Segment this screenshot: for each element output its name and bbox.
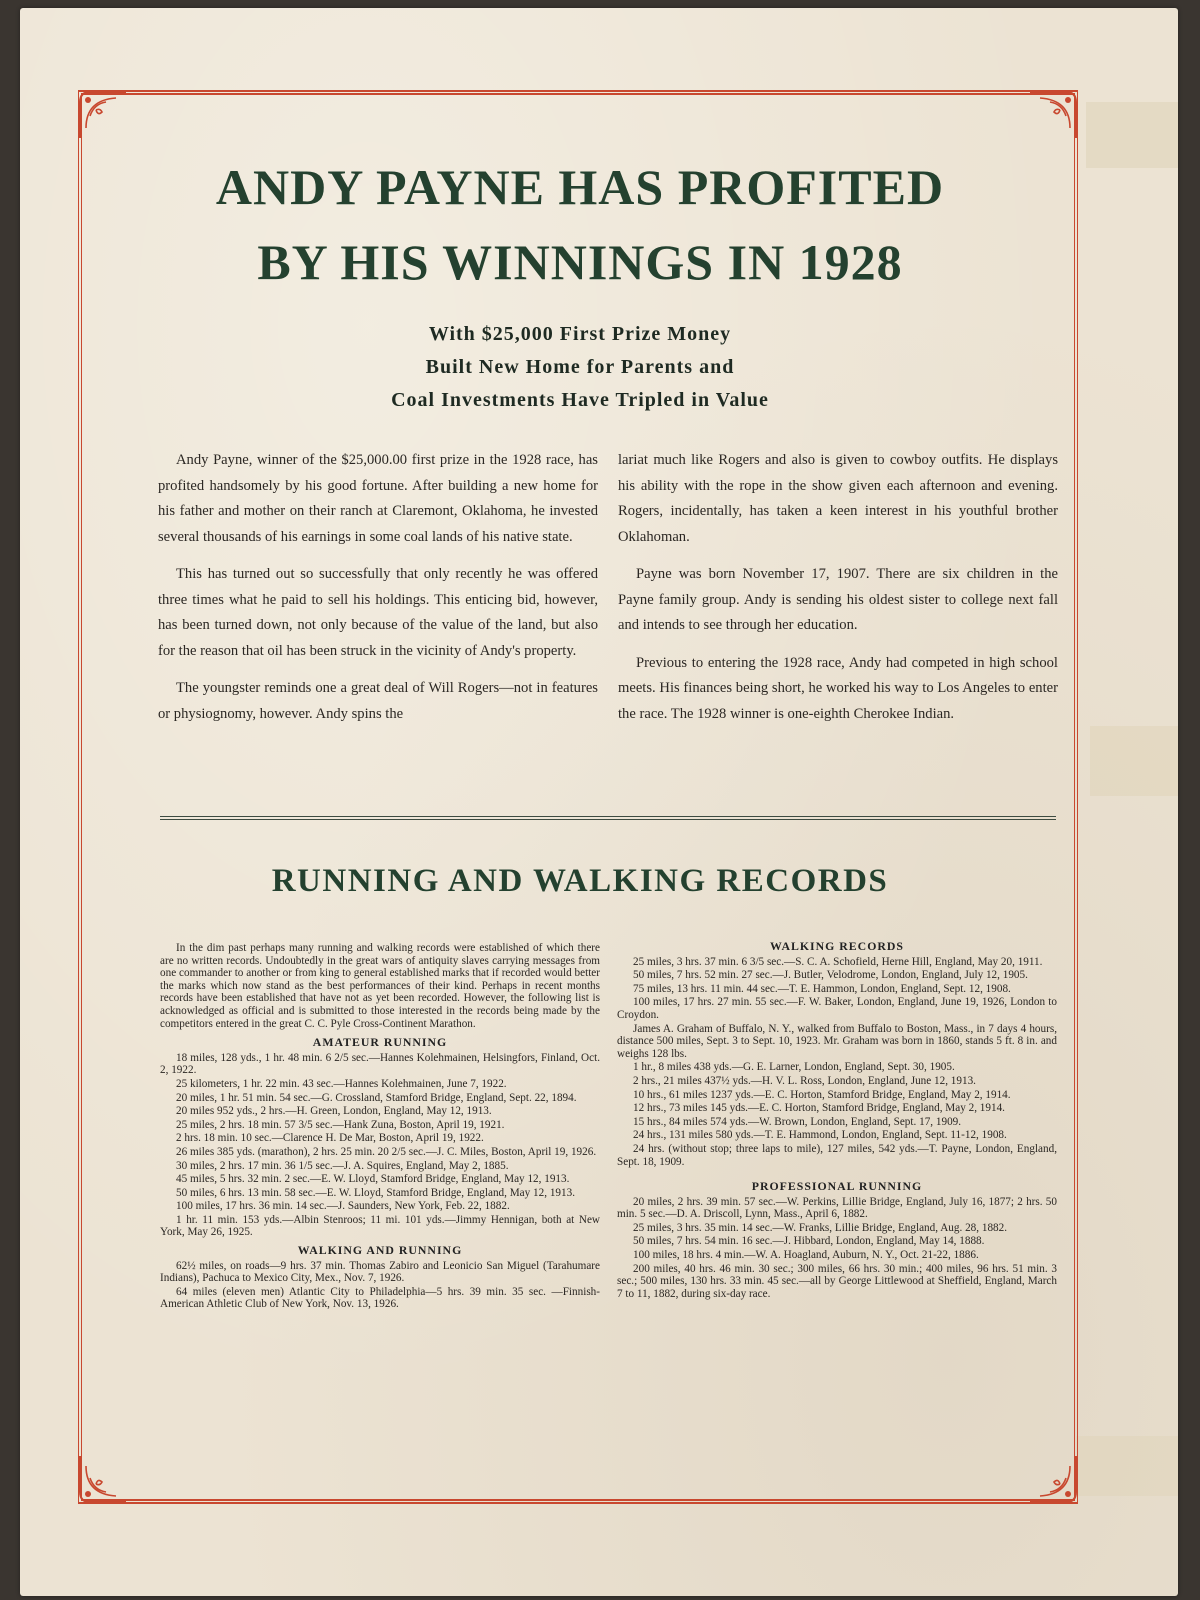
professional-running-list [617, 1196, 1057, 1301]
article-column-right [618, 448, 1058, 739]
professional-running-heading: PROFESSIONAL RUNNING [751, 1179, 923, 1194]
records-title: RUNNING AND WALKING RECORDS [271, 863, 889, 899]
record-entry: 50 miles, 7 hrs. 54 min. 16 sec.—J. Hibbard, London, England, May 14, 1888. [633, 1235, 985, 1248]
record-entry: 26 miles 385 yds. (marathon), 2 hrs. 25 min. 20 2/5 sec.—J. C. Miles, Boston, April 19, 1926. [176, 1145, 597, 1158]
record-entry: 25 miles, 3 hrs. 37 min. 6 3/5 sec.—S. C. A. Schofield, Herne Hill, England, May 20, 1911. [633, 955, 1043, 968]
section-divider [160, 816, 1056, 820]
record-entry: 45 miles, 5 hrs. 32 min. 2 sec.—E. W. Lloyd, Stamford Bridge, England, May 12, 1913. [176, 1173, 570, 1186]
tape-strip [1090, 726, 1178, 796]
record-entry: 10 hrs., 61 miles 1237 yds.—E. C. Horton, Stamford Bridge, England, May 2, 1914. [633, 1088, 1011, 1101]
record-entry: 2 hrs., 21 miles 437½ yds.—H. V. L. Ross, London, England, June 12, 1913. [633, 1074, 976, 1087]
walking-and-running-heading: WALKING AND RUNNING [297, 1243, 463, 1258]
subhead-line-2: Built New Home for Parents and [425, 356, 735, 378]
article-subhead [280, 318, 880, 417]
record-entry: 1 hr., 8 miles 438 yds.—G. E. Larner, London, England, Sept. 30, 1905. [633, 1061, 955, 1074]
record-entry: 200 miles, 40 hrs. 46 min. 30 sec.; 300 miles, 66 hrs. 30 min.; 400 miles, 96 hrs. 51 min. 3 sec.; 500 miles, 130 hrs. 33 min. 45 sec.—all by George Littlewood at Sheffield, England, March 7 to 11, 1882, during six-day race. [617, 1262, 1057, 1300]
records-intro: In the dim past perhaps many running and walking records were established of which there are no written records. Undoubtedly in the great wars of antiquity slaves carrying messages from one commander to another or from king to general established marks that if recorded would better the marks which now stand as the best performances of their kind. Perhaps in recent months records have been established that have not as yet been recorded. However, the following list is acknowledged as official and is submitted to those interested in the records being made by the competitors entered in the great C. C. Pyle Cross-Continent Marathon. [160, 942, 600, 1030]
headline-line-2: BY HIS WINNINGS IN 1928 [257, 234, 903, 290]
record-entry: 50 miles, 7 hrs. 52 min. 27 sec.—J. Butler, Velodrome, London, England, July 12, 1905. [633, 969, 1028, 982]
walking-and-running-list [160, 1260, 600, 1311]
record-entry: 1 hr. 11 min. 153 yds.—Albin Stenroos; 11 mi. 101 yds.—Jimmy Hennigan, both at New York, May 26, 1925. [160, 1213, 600, 1239]
walking-records-heading: WALKING RECORDS [770, 939, 904, 953]
record-entry: 25 miles, 3 hrs. 35 min. 14 sec.—W. Franks, Lillie Bridge, England, Aug. 28, 1882. [633, 1221, 1008, 1234]
subhead-line-3: Coal Investments Have Tripled in Value [391, 389, 769, 411]
record-entry: 75 miles, 13 hrs. 11 min. 44 sec.—T. E. Hammon, London, England, Sept. 12, 1908. [633, 982, 1011, 995]
record-entry: 20 miles, 1 hr. 51 min. 54 sec.—G. Crossland, Stamford Bridge, England, Sept. 22, 1894. [176, 1091, 577, 1104]
article-paragraph: lariat much like Rogers and also is given to cowboy outfits. He displays his ability with the rope in the show given each afternoon and evening. Rogers, incidentally, has taken a keen interest in his youthful brother Oklahoman. [618, 452, 1058, 545]
record-entry: 64 miles (eleven men) Atlantic City to Philadelphia—5 hrs. 39 min. 35 sec. —Finnish-American Athletic Club of New York, Nov. 13, 1926. [160, 1285, 600, 1311]
record-entry: 20 miles, 2 hrs. 39 min. 57 sec.—W. Perkins, Lillie Bridge, England, July 16, 1877; 2 hrs. 50 min. 5 sec.—D. A. Driscoll, Lynn, Mass., April 6, 1882. [617, 1195, 1057, 1221]
record-entry: 12 hrs., 73 miles 145 yds.—E. C. Horton, Stamford Bridge, England, May 2, 1914. [633, 1102, 1005, 1115]
article-paragraph: This has turned out so successfully that only recently he was offered three times what he paid to sell his holdings. This enticing bid, however, has been turned down, not only because of the value of the land, but also for the reason that oil has been struck in the vicinity of Andy's property. [158, 566, 598, 659]
record-entry: 100 miles, 17 hrs. 27 min. 55 sec.—F. W. Baker, London, England, June 19, 1926, London to Croydon. [617, 996, 1057, 1021]
corner-flourish-icon [1026, 88, 1080, 142]
record-entry: 20 miles 952 yds., 2 hrs.—H. Green, London, England, May 12, 1913. [176, 1105, 492, 1118]
record-entry: 100 miles, 17 hrs. 36 min. 14 sec.—J. Saunders, New York, Feb. 22, 1882. [176, 1200, 510, 1213]
article-body [158, 448, 1058, 739]
article-paragraph: Payne was born November 17, 1907. There are six children in the Payne family group. Andy is sending his oldest sister to college next fall and intends to see through her education. [618, 566, 1058, 633]
records-column-left [160, 942, 600, 1312]
record-entry: James A. Graham of Buffalo, N. Y., walked from Buffalo to Boston, Mass., in 7 days 4 hours, distance 500 miles, Sept. 3 to Sept. 10, 1923. Mr. Graham was born in 1860, stands 5 ft. 8 in. and weighs 128 lbs. [617, 1022, 1057, 1060]
records-column-right [617, 940, 1057, 1301]
tape-strip [1076, 1436, 1178, 1496]
amateur-running-heading: AMATEUR RUNNING [312, 1035, 448, 1050]
record-entry: 15 hrs., 84 miles 574 yds.—W. Brown, London, England, Sept. 17, 1909. [633, 1115, 962, 1128]
corner-flourish-icon [1026, 1452, 1080, 1506]
record-entry: 24 hrs. (without stop; three laps to mile), 127 miles, 542 yds.—T. Payne, London, England, Sept. 18, 1909. [617, 1142, 1057, 1168]
article-headline [130, 150, 1030, 300]
record-entry: 25 miles, 2 hrs. 18 min. 57 3/5 sec.—Hank Zuna, Boston, April 19, 1921. [176, 1118, 505, 1131]
record-entry: 25 kilometers, 1 hr. 22 min. 43 sec.—Hannes Kolehmainen, June 7, 1922. [176, 1077, 507, 1090]
corner-flourish-icon [76, 1452, 130, 1506]
record-entry: 30 miles, 2 hrs. 17 min. 36 1/5 sec.—J. A. Squires, England, May 2, 1885. [176, 1159, 509, 1172]
article-paragraph: Andy Payne, winner of the $25,000.00 first prize in the 1928 race, has profited handsomely by his good fortune. After building a new home for his father and mother on their ranch at Claremont, Oklahoma, he invested several thousands of his earnings in some coal lands of his native state. [158, 452, 598, 545]
record-entry: 100 miles, 18 hrs. 4 min.—W. A. Hoagland, Auburn, N. Y., Oct. 21-22, 1886. [633, 1249, 979, 1262]
article-paragraph: Previous to entering the 1928 race, Andy had competed in high school meets. His finances being short, he worked his way to Los Angeles to enter the race. The 1928 winner is one-eighth Cherokee Indian. [618, 654, 1058, 722]
article-paragraph: The youngster reminds one a great deal of Will Rogers—not in features or physiognomy, however. Andy spins the [158, 680, 598, 722]
corner-flourish-icon [76, 88, 130, 142]
walking-records-list [617, 956, 1057, 1169]
record-entry: 24 hrs., 131 miles 580 yds.—T. E. Hammond, London, England, Sept. 11-12, 1908. [633, 1129, 1007, 1142]
record-entry: 50 miles, 6 hrs. 13 min. 58 sec.—E. W. Lloyd, Stamford Bridge, England, May 12, 1913. [176, 1186, 575, 1199]
record-entry: 62½ miles, on roads—9 hrs. 37 min. Thomas Zabiro and Leonicio San Miguel (Tarahumare Indians), Pachuca to Mexico City, Mex., Nov. 7, 1926. [160, 1259, 600, 1285]
subhead-line-1: With $25,000 First Prize Money [428, 323, 732, 345]
record-entry: 2 hrs. 18 min. 10 sec.—Clarence H. De Mar, Boston, April 19, 1922. [176, 1132, 484, 1145]
headline-line-1: ANDY PAYNE HAS PROFITED [215, 159, 945, 215]
amateur-running-list [160, 1052, 600, 1239]
article-column-left [158, 448, 598, 739]
tape-strip [1086, 102, 1178, 168]
record-entry: 18 miles, 128 yds., 1 hr. 48 min. 6 2/5 sec.—Hannes Kolehmainen, Helsingfors, Finland, Oct. 2, 1922. [160, 1051, 600, 1077]
